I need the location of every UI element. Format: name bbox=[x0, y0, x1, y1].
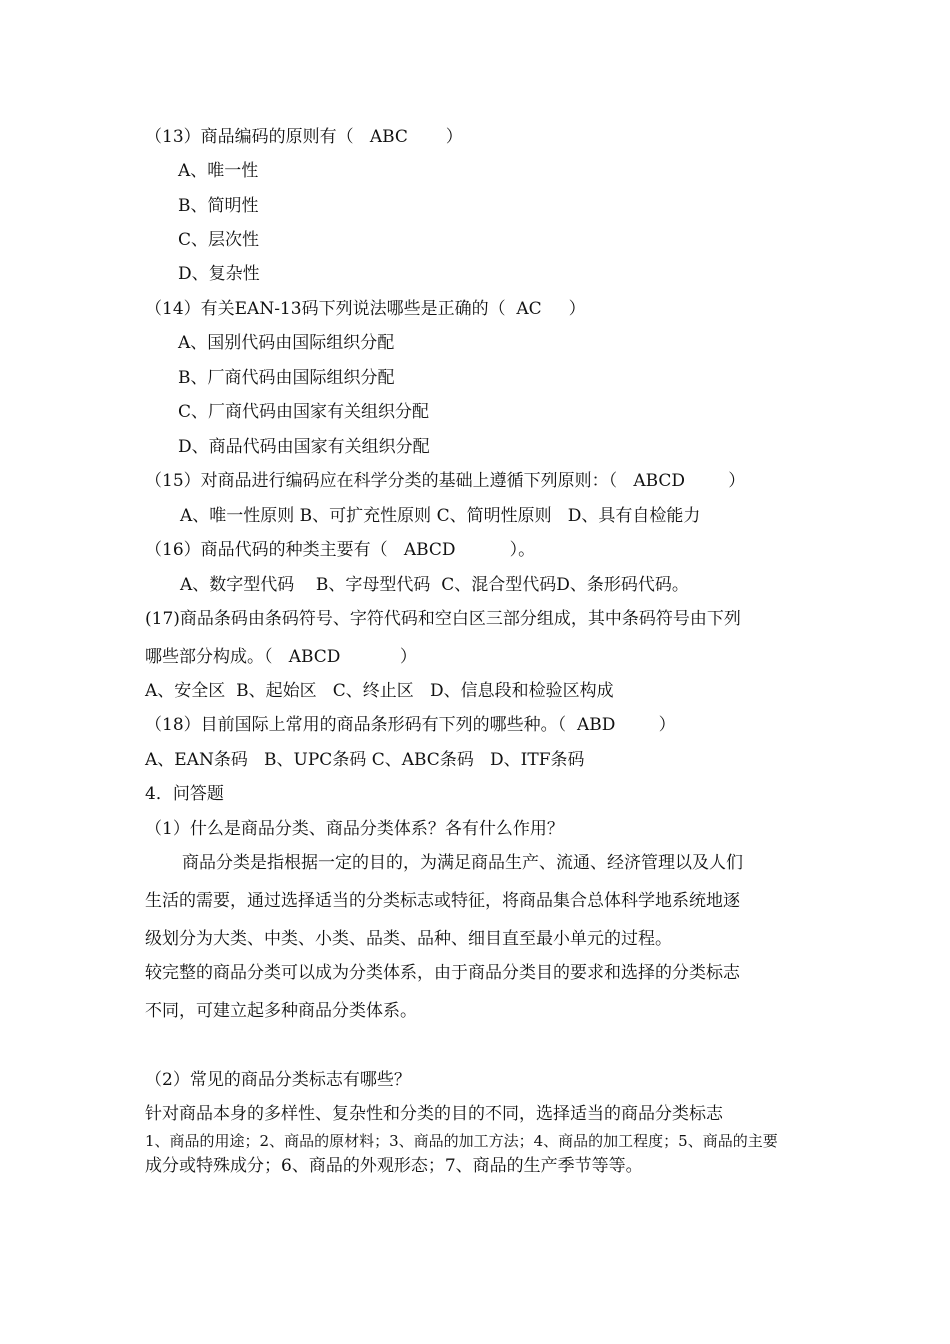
question-15-options: A、唯一性原则 B、可扩充性原则 C、简明性原则 D、具有自检能力 bbox=[180, 506, 701, 526]
essay-question-1: （1）什么是商品分类、商品分类体系？各有什么作用？ bbox=[145, 819, 564, 839]
question-17-stem-line1: (17)商品条码由条码符号、字符代码和空白区三部分组成，其中条码符号由下列 bbox=[145, 609, 741, 629]
question-13-stem: （13）商品编码的原则有（ ABC ） bbox=[145, 127, 463, 147]
question-16-stem: （16）商品代码的种类主要有（ ABCD ）。 bbox=[145, 540, 536, 560]
question-14-option-a: A、国别代码由国际组织分配 bbox=[178, 333, 395, 353]
question-17-stem-line2: 哪些部分构成。（ ABCD ） bbox=[145, 647, 417, 667]
question-13-option-d: D、复杂性 bbox=[178, 264, 260, 284]
question-14-option-b: B、厂商代码由国际组织分配 bbox=[178, 368, 395, 388]
essay-answer-2-line-1: 针对商品本身的多样性、复杂性和分类的目的不同，选择适当的商品分类标志 bbox=[145, 1104, 723, 1124]
section-4-title: 4．问答题 bbox=[145, 784, 224, 804]
essay-answer-1-line-2: 生活的需要，通过选择适当的分类标志或特征，将商品集合总体科学地系统地逐 bbox=[145, 891, 740, 911]
question-14-option-c: C、厂商代码由国家有关组织分配 bbox=[178, 402, 430, 422]
question-18-stem: （18）目前国际上常用的商品条形码有下列的哪些种。（ ABD ） bbox=[145, 715, 676, 735]
essay-answer-2-line-2: 1、商品的用途；2、商品的原材料；3、商品的加工方法；4、商品的加工程度；5、商品的主要 bbox=[145, 1132, 778, 1150]
question-17-options: A、安全区 B、起始区 C、终止区 D、信息段和检验区构成 bbox=[145, 681, 614, 701]
essay-question-2: （2）常见的商品分类标志有哪些？ bbox=[145, 1070, 411, 1090]
essay-answer-1-line-4: 较完整的商品分类可以成为分类体系，由于商品分类目的要求和选择的分类标志 bbox=[145, 963, 740, 983]
essay-answer-1-line-1: 商品分类是指根据一定的目的，为满足商品生产、流通、经济管理以及人们 bbox=[182, 853, 743, 873]
question-15-stem: （15）对商品进行编码应在科学分类的基础上遵循下列原则：（ ABCD ） bbox=[145, 471, 746, 491]
question-14-option-d: D、商品代码由国家有关组织分配 bbox=[178, 437, 430, 457]
essay-answer-2-line-3: 成分或特殊成分；6、商品的外观形态；7、商品的生产季节等等。 bbox=[145, 1156, 643, 1176]
question-16-options: A、数字型代码 B、字母型代码 C、混合型代码D、条形码代码。 bbox=[180, 575, 689, 595]
question-13-option-c: C、层次性 bbox=[178, 230, 260, 250]
question-13-option-b: B、简明性 bbox=[178, 196, 259, 216]
question-18-options: A、EAN条码 B、UPC条码 C、ABC条码 D、ITF条码 bbox=[145, 750, 585, 770]
essay-answer-1-line-3: 级划分为大类、中类、小类、品类、品种、细目直至最小单元的过程。 bbox=[145, 929, 672, 949]
essay-answer-1-line-5: 不同，可建立起多种商品分类体系。 bbox=[145, 1001, 417, 1021]
question-13-option-a: A、唯一性 bbox=[178, 161, 259, 181]
question-14-stem: （14）有关EAN-13码下列说法哪些是正确的（ AC ） bbox=[145, 299, 586, 319]
